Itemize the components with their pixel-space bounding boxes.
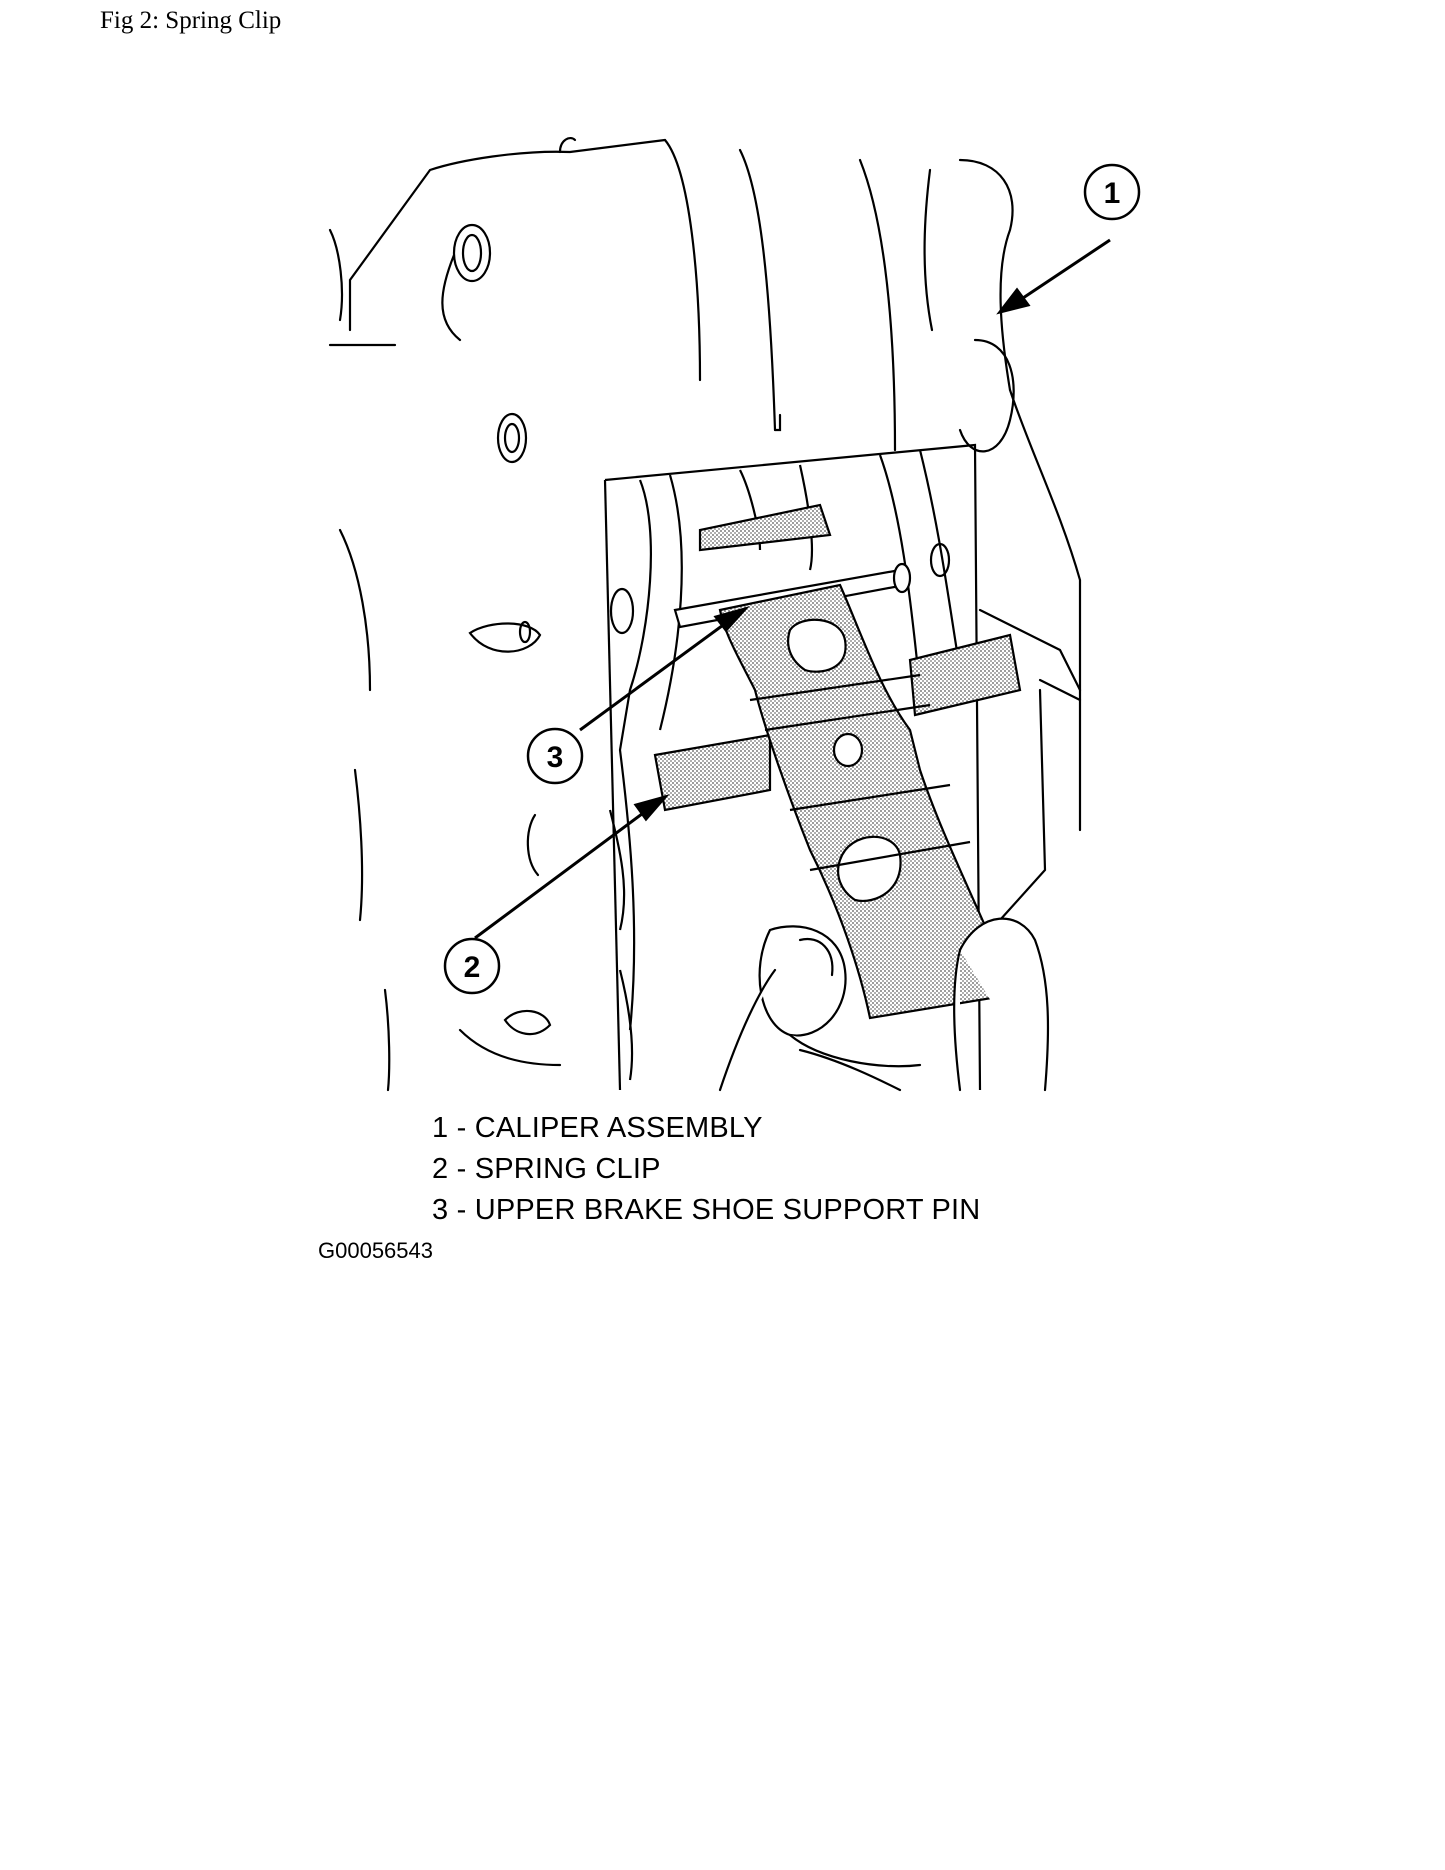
legend-item: 1 - CALIPER ASSEMBLY (432, 1112, 763, 1144)
callout-2 (445, 939, 499, 993)
figure-title: Fig 2: Spring Clip (100, 7, 282, 34)
callout-3-number: 3 (546, 741, 564, 774)
callout-1 (1085, 165, 1139, 219)
callout-2-number: 2 (463, 951, 481, 984)
callout-3 (528, 729, 582, 783)
brake-caliper-illustration (320, 130, 1121, 1090)
legend-item: 2 - SPRING CLIP (432, 1153, 661, 1185)
legend-item: 3 - UPPER BRAKE SHOE SUPPORT PIN (432, 1194, 981, 1226)
figure-code: G00056543 (318, 1238, 433, 1263)
callout-1-number: 1 (1103, 177, 1121, 210)
parts-legend (432, 1108, 980, 1231)
